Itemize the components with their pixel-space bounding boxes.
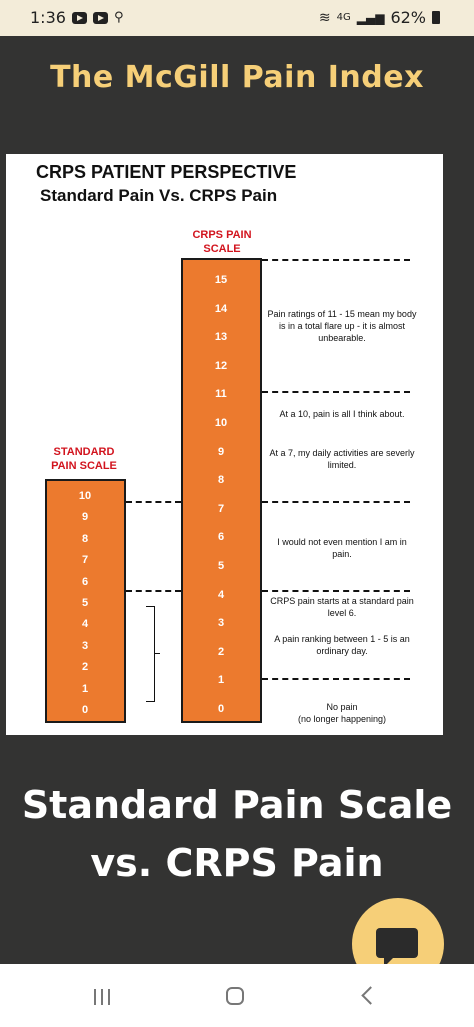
divider-15 xyxy=(262,259,410,261)
standard-scale-label xyxy=(42,445,126,473)
crps-tick: 9 xyxy=(217,445,225,458)
youtube-icon xyxy=(93,12,108,24)
crps-tick: 4 xyxy=(217,588,225,601)
divider-0 xyxy=(262,678,410,680)
divider-standard-6 xyxy=(126,590,181,592)
crps-label-line1: CRPS PAIN xyxy=(192,229,252,241)
status-bar xyxy=(0,0,474,36)
crps-tick: 8 xyxy=(217,474,225,487)
crps-tick: 14 xyxy=(214,302,228,315)
standard-label-line2: PAIN SCALE xyxy=(51,460,117,472)
standard-tick: 9 xyxy=(81,511,89,524)
standard-tick: 4 xyxy=(81,618,89,631)
crps-tick: 15 xyxy=(214,274,228,286)
note-no-longer: (no longer happening) xyxy=(297,714,387,724)
standard-tick: 5 xyxy=(81,597,89,609)
location-icon: ⚲ xyxy=(113,10,124,25)
home-icon[interactable] xyxy=(226,987,244,1005)
wifi-icon: ≋ xyxy=(318,9,331,26)
crps-tick: 2 xyxy=(217,645,225,658)
signal-icon: ▂▄▆ xyxy=(356,10,385,25)
crps-scale-label xyxy=(176,228,268,256)
crps-tick: 1 xyxy=(217,674,225,687)
divider-10 xyxy=(262,391,410,393)
caption xyxy=(0,776,474,892)
standard-tick: 2 xyxy=(81,661,89,674)
battery-percent: 62% xyxy=(390,8,426,27)
divider-1 xyxy=(262,590,410,592)
divider-standard-10 xyxy=(126,501,181,503)
standard-tick: 6 xyxy=(81,575,89,588)
standard-label-line1: STANDARD xyxy=(53,446,115,458)
page-title: The McGill Pain Index xyxy=(50,60,424,95)
crps-tick: 0 xyxy=(217,703,225,715)
chat-button[interactable] xyxy=(352,898,444,964)
caption-line2: vs. CRPS Pain xyxy=(90,841,384,885)
crps-tick: 10 xyxy=(214,417,228,429)
nav-bar xyxy=(0,964,474,1027)
recents-icon[interactable] xyxy=(94,989,114,1005)
standard-tick: 10 xyxy=(78,490,92,502)
status-time: 1:36 xyxy=(30,8,66,27)
caption-line1: Standard Pain Scale xyxy=(21,783,453,827)
note-crps-1-4: I would not even mention I am in pain. xyxy=(277,537,407,559)
crps-tick: 13 xyxy=(214,331,228,344)
crps-tick: 3 xyxy=(217,617,225,630)
note-ordinary-day: A pain ranking between 1 - 5 is an ordinary day. xyxy=(274,634,410,656)
crps-tick: 5 xyxy=(217,560,225,572)
standard-tick: 3 xyxy=(81,639,89,652)
bracket-tip xyxy=(154,653,160,654)
crps-tick: 6 xyxy=(217,531,225,544)
standard-tick: 1 xyxy=(81,682,89,695)
crps-tick: 12 xyxy=(214,359,228,372)
crps-label-line2: SCALE xyxy=(203,243,241,255)
infographic-subtitle: Standard Pain Vs. CRPS Pain xyxy=(40,186,278,205)
note-11-15: Pain ratings of 11 - 15 mean my body is in a total flare up - it is almost unbearable. xyxy=(267,309,417,343)
bracket-standard-1-5 xyxy=(146,606,155,702)
main-content xyxy=(0,36,474,964)
back-icon[interactable] xyxy=(361,986,379,1004)
note-crps-start: CRPS pain starts at a standard pain level 6. xyxy=(270,596,414,618)
battery-icon xyxy=(432,11,440,24)
infographic-card[interactable] xyxy=(6,154,443,735)
network-type: 4G xyxy=(336,12,351,23)
standard-tick: 0 xyxy=(81,704,89,716)
standard-tick: 8 xyxy=(81,532,89,545)
standard-tick: 7 xyxy=(81,554,89,567)
note-7: At a 7, my daily activities are severly limited. xyxy=(269,448,415,470)
note-no-pain: No pain xyxy=(326,702,358,712)
chat-icon xyxy=(376,928,418,958)
crps-tick: 11 xyxy=(215,388,227,401)
youtube-icon xyxy=(72,12,87,24)
divider-5 xyxy=(262,501,410,503)
note-10: At a 10, pain is all I think about. xyxy=(279,409,405,419)
infographic-title: CRPS PATIENT PERSPECTIVE xyxy=(36,162,297,182)
crps-tick: 7 xyxy=(217,502,225,515)
